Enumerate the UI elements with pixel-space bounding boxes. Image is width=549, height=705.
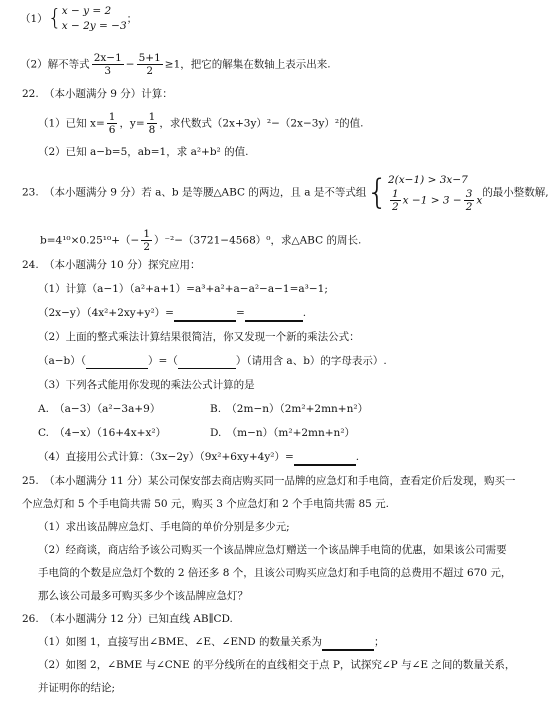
- q24-line4-a: （a−b）（: [38, 355, 87, 367]
- inequality-2-fraction-a-denominator: 2: [391, 201, 399, 213]
- q24-line2-end: .: [302, 307, 307, 319]
- q24-line5: （3）下列各式能用你发现的乘法公式计算的是: [38, 379, 255, 391]
- inequality-2-fraction-b: [464, 188, 475, 213]
- inequality-2: [388, 188, 482, 213]
- answer-blank-1[interactable]: [174, 306, 236, 322]
- fraction-1: [92, 52, 124, 77]
- inequality-2-fraction-a: [390, 188, 401, 213]
- q26-line1: 26. （本小题满分 12 分）已知直线 AB∥CD.: [22, 613, 233, 625]
- fraction-2-denominator: 2: [146, 65, 154, 77]
- inequality-2-middle: x −1 > 3 −: [402, 194, 462, 207]
- q24-line1: （1）计算（a−1）（a²+a+1）=a³+a²+a−a²−a−1=a³−1;: [38, 283, 328, 295]
- inequality-2-end: x: [476, 194, 483, 207]
- q24-option-b: B. （2m−n）（2m²+2mn+n²）: [210, 403, 369, 415]
- q22-part1-mid: ，y=: [119, 117, 145, 130]
- inequality-system: [388, 172, 482, 213]
- inequality-2-fraction-a-numerator: 1: [391, 188, 399, 200]
- q22-fraction-x: [107, 111, 118, 136]
- q22-fraction-x-numerator: 1: [108, 111, 116, 123]
- answer-blank-3[interactable]: [86, 354, 148, 369]
- q26-line4: 并证明你的结论;: [38, 682, 116, 694]
- q25-line1: 25. （本小题满分 11 分）某公司保安部去商店购买同一品牌的应急灯和手电筒，查看定价后发现，购买一: [22, 475, 516, 487]
- q23-line2-prefix: b=4¹⁰×0.25¹⁰+（−: [40, 234, 140, 247]
- q21-part1: [20, 4, 137, 34]
- q22-fraction-y: [147, 111, 158, 136]
- q25-line6: 那么该公司最多可购买多少个该品牌应急灯？: [38, 590, 248, 602]
- equation-2: x − 2y = −3: [61, 20, 127, 32]
- q22-fraction-x-denominator: 6: [108, 124, 116, 136]
- q21-part1-label: （1）: [20, 13, 48, 25]
- q24-line2: （2x−y）（4x²+2xy+y²）= = .: [38, 306, 306, 322]
- q23-line1: [22, 172, 549, 213]
- q24-line4-b: ）=（: [148, 355, 178, 367]
- q23-fraction-denominator: 2: [143, 241, 150, 253]
- q24-line6: [38, 450, 359, 466]
- fraction-1-denominator: 3: [104, 65, 112, 77]
- fraction-1-numerator: 2x−1: [93, 52, 122, 64]
- q22-part2: （2）已知 a−b=5，ab=1，求 a²+b² 的值.: [38, 146, 249, 158]
- q22-part1-suffix: ，求代数式（2x+3y）²−（2x−3y）²的值.: [159, 117, 364, 130]
- q23-suffix: 的最小整数解,: [482, 186, 549, 199]
- inequality-brace: {: [366, 172, 388, 213]
- q23-line2: [40, 228, 361, 253]
- q21-part2: [20, 52, 331, 77]
- q21-part2-suffix: ≥1，把它的解集在数轴上表示出来.: [164, 58, 331, 71]
- q26-line2-prefix: （1）如图 1，直接写出∠BME、∠E、∠END 的数量关系为: [38, 636, 322, 648]
- inequality-1: 2(x−1) > 3x−7: [387, 174, 468, 186]
- q23-fraction: [141, 228, 152, 253]
- equation-system: [62, 4, 127, 34]
- answer-blank-6[interactable]: [322, 635, 374, 651]
- fraction-2-numerator: 5+1: [138, 52, 161, 64]
- q25-line5: 手电筒的个数是应急灯个数的 2 倍还多 8 个，且该公司购买应急灯和手电筒的总费用不超过 670 元，: [38, 567, 512, 579]
- q26-line3: （2）如图 2，∠BME 与∠CNE 的平分线所在的直线相交于点 P，试探究∠P 与∠E 之间的数量关系，: [38, 659, 516, 671]
- q24-title: 24. （本小题满分 10 分）探究应用：: [22, 259, 201, 271]
- inequality-2-fraction-b-denominator: 2: [465, 201, 473, 213]
- q22-part1: [38, 111, 363, 136]
- q24-line4-c: ）（请用含 a、b）的字母表示）.: [235, 355, 387, 367]
- q24-line4: [38, 354, 387, 369]
- q25-line4: （2）经商谈，商店给予该公司购买一个该品牌应急灯赠送一个该品牌手电筒的优惠，如果该公司需要: [38, 544, 507, 556]
- q24-line3: （2）上面的整式乘法计算结果很简洁，你又发现一个新的乘法公式：: [38, 331, 360, 343]
- system-brace: {: [47, 6, 62, 31]
- q24-option-a: A. （a−3）（a²−3a+9）: [38, 403, 161, 415]
- fraction-2: [137, 52, 163, 77]
- q25-line2: 个应急灯和 5 个手电筒共需 50 元，购买 3 个应急灯和 2 个手电筒共需 85 元.: [22, 498, 389, 510]
- q22-title: 22. （本小题满分 9 分）计算：: [22, 88, 173, 100]
- q26-line2-end: ；: [374, 636, 385, 648]
- q22-fraction-y-numerator: 1: [148, 111, 156, 123]
- q23-prefix: 23. （本小题满分 9 分）若 a、b 是等腰△ABC 的两边，且 a 是不等式组: [22, 186, 367, 199]
- q25-line3: （1）求出该品牌应急灯、手电筒的单价分别是多少元;: [38, 521, 290, 533]
- q24-line6-prefix: （4）直接用公式计算：（3x−2y）（9x²+6xy+4y²）=: [38, 451, 294, 463]
- q24-line2-prefix: （2x−y）（4x²+2xy+y²）=: [38, 307, 174, 319]
- q26-line2: [38, 635, 385, 651]
- q24-line6-end: .: [355, 451, 360, 463]
- q24-option-d: D. （m−n）（m²+2mn+n²）: [210, 427, 356, 439]
- equation-1: x − y = 2: [61, 5, 112, 17]
- q23-fraction-numerator: 1: [143, 228, 150, 240]
- minus-sign: −: [125, 58, 135, 71]
- answer-blank-2[interactable]: [245, 306, 303, 322]
- q22-fraction-y-denominator: 8: [148, 124, 156, 136]
- answer-blank-4[interactable]: [178, 354, 236, 369]
- q21-part1-end: ；: [126, 13, 138, 25]
- q24-option-c: C. （4−x）（16+4x+x²）: [38, 427, 167, 439]
- inequality-2-fraction-b-numerator: 3: [465, 188, 473, 200]
- q22-part1-prefix: （1）已知 x=: [38, 117, 105, 130]
- q21-part2-prefix: （2）解不等式: [20, 58, 90, 71]
- q23-line2-suffix: ）⁻²−（3721−4568）⁰，求△ABC 的周长.: [154, 234, 362, 247]
- answer-blank-5[interactable]: [294, 450, 356, 466]
